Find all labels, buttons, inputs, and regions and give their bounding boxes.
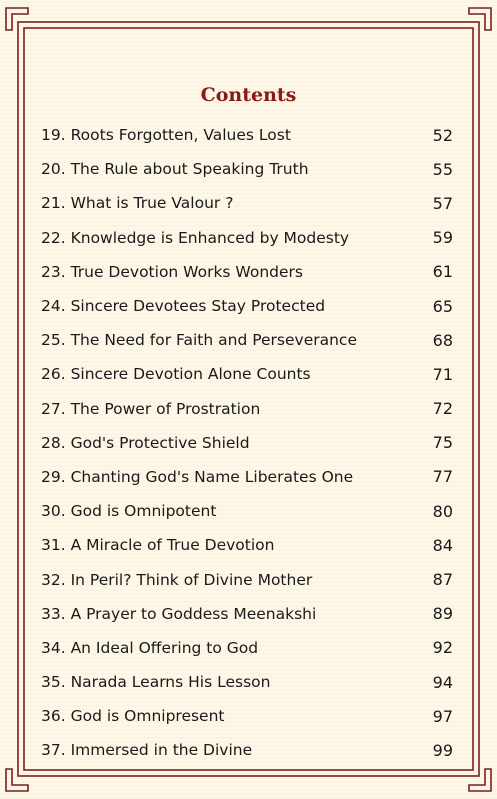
toc-entry-title: 35. Narada Learns His Lesson [41, 673, 271, 692]
toc-entry-page-number: 92 [432, 638, 453, 658]
toc-entry-title: 31. A Miracle of True Devotion [41, 536, 275, 555]
toc-entry-page-number: 80 [432, 501, 453, 521]
toc-entry [41, 426, 453, 460]
toc-entry-page-number: 77 [432, 467, 453, 487]
toc-entry-title: 36. God is Omnipresent [41, 707, 225, 726]
toc-entry-page-number: 61 [432, 262, 453, 282]
toc-entry-page-number: 72 [432, 399, 453, 419]
toc-entry-title: 22. Knowledge is Enhanced by Modesty [41, 228, 350, 247]
toc-entry [41, 562, 453, 596]
toc-entry-title: 32. In Peril? Think of Divine Mother [41, 570, 313, 589]
toc-entry-page-number: 75 [432, 433, 453, 453]
toc-entry-page-number: 99 [432, 740, 453, 760]
toc-entry-page-number: 94 [432, 672, 453, 692]
toc-entry-page-number: 71 [432, 364, 453, 384]
toc-entry [41, 597, 453, 631]
toc-entry [41, 357, 453, 391]
toc-entry-page-number: 84 [432, 535, 453, 555]
toc-entry-title: 26. Sincere Devotion Alone Counts [41, 365, 311, 384]
toc-entry [41, 528, 453, 562]
toc-entry [41, 460, 453, 494]
toc-entry [41, 221, 453, 255]
toc-entry-title: 25. The Need for Faith and Perseverance [41, 331, 357, 350]
contents-list [41, 118, 453, 768]
toc-entry-title: 37. Immersed in the Divine [41, 741, 253, 760]
toc-entry [41, 255, 453, 289]
toc-entry-title: 19. Roots Forgotten, Values Lost [41, 126, 291, 145]
toc-entry-page-number: 55 [432, 159, 453, 179]
toc-entry-page-number: 59 [432, 228, 453, 248]
toc-entry-title: 28. God's Protective Shield [41, 433, 250, 452]
toc-entry [41, 118, 453, 152]
toc-entry [41, 699, 453, 733]
toc-entry-title: 34. An Ideal Offering to God [41, 638, 259, 657]
toc-entry [41, 631, 453, 665]
toc-entry [41, 152, 453, 186]
toc-entry [41, 733, 453, 767]
toc-entry-title: 23. True Devotion Works Wonders [41, 262, 303, 281]
toc-entry [41, 323, 453, 357]
toc-entry [41, 494, 453, 528]
toc-entry [41, 392, 453, 426]
toc-entry-title: 30. God is Omnipotent [41, 502, 217, 521]
toc-entry-title: 20. The Rule about Speaking Truth [41, 160, 309, 179]
toc-entry-page-number: 89 [432, 604, 453, 624]
toc-entry-page-number: 57 [432, 193, 453, 213]
toc-entry [41, 665, 453, 699]
page-title: Contents [200, 84, 297, 106]
toc-entry-page-number: 97 [432, 706, 453, 726]
toc-entry-page-number: 65 [432, 296, 453, 316]
toc-entry-title: 27. The Power of Prostration [41, 399, 261, 418]
toc-entry-title: 29. Chanting God's Name Liberates One [41, 467, 354, 486]
toc-entry-page-number: 87 [432, 570, 453, 590]
toc-entry-page-number: 68 [432, 330, 453, 350]
toc-entry [41, 186, 453, 220]
toc-entry-title: 24. Sincere Devotees Stay Protected [41, 297, 326, 316]
toc-entry-title: 21. What is True Valour ? [41, 194, 234, 213]
toc-entry [41, 289, 453, 323]
toc-entry-title: 33. A Prayer to Goddess Meenakshi [41, 604, 317, 623]
toc-entry-page-number: 52 [432, 125, 453, 145]
